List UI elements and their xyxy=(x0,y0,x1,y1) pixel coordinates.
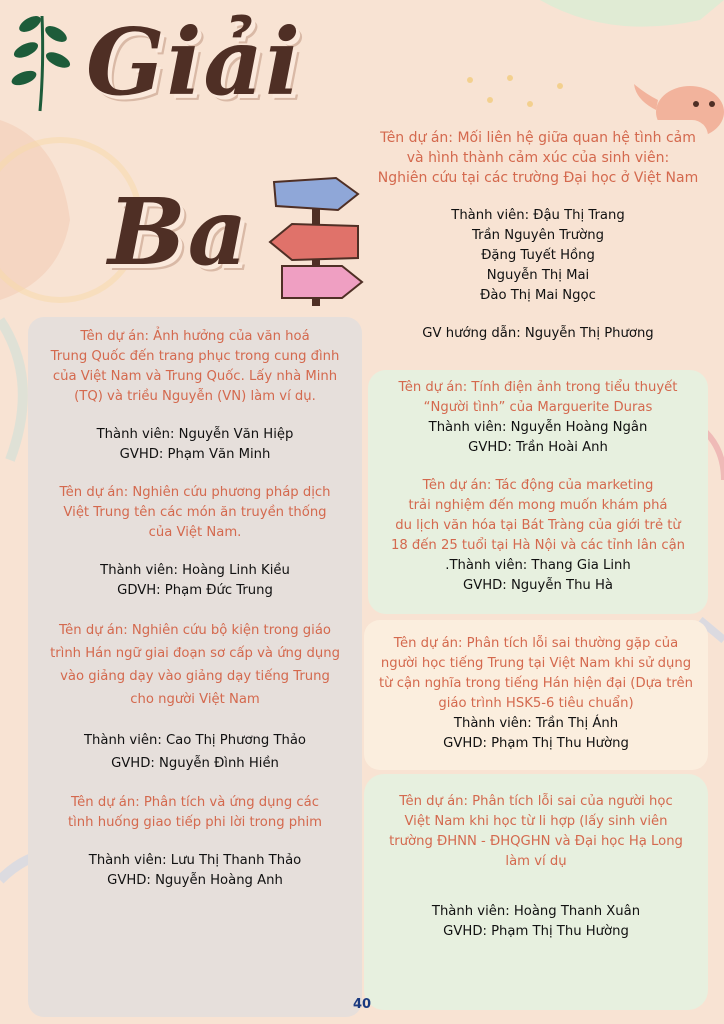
project-members: Thành viên: Đậu Thị Trang Trần Nguyên Trường Đặng Tuyết Hồng Nguyễn Thị Mai Đào Thị Mai Ngọc xyxy=(451,208,625,303)
project-title: Tên dự án: Phân tích lỗi sai của người học Việt Nam khi học từ li hợp (lấy sinh viên trường ĐHNN - ĐHQGHN và Đại học Hạ Long làm ví dụ xyxy=(389,794,683,869)
project-people: Thành viên: Nguyễn Hoàng Ngân GVHD: Trần Hoài Anh xyxy=(428,420,648,455)
project-title: Tên dự án: Tính điện ảnh trong tiểu thuyết “Người tình” của Marguerite Duras xyxy=(398,380,678,415)
project-people: Thành viên: Cao Thị Phương Thảo GVHD: Nguyễn Đình Hiền xyxy=(83,733,307,771)
right-project-panel-3 xyxy=(364,620,708,770)
project-people: Thành viên: Hoàng Thanh Xuân GVHD: Phạm Thị Thu Hường xyxy=(431,904,641,939)
project-people: .Thành viên: Thang Gia Linh GVHD: Nguyễn Thu Hà xyxy=(445,558,631,593)
right-project-panel-2 xyxy=(368,370,708,614)
project-entry xyxy=(38,483,352,601)
project-title: Tên dự án: Phân tích và ứng dụng các tình huống giao tiếp phi lời trong phim xyxy=(67,795,323,830)
project-people: Thành viên: Nguyễn Văn Hiệp GVHD: Phạm Văn Minh xyxy=(96,427,294,462)
right-project-panel-1 xyxy=(368,120,708,370)
project-title: Tên dự án: Ảnh hưởng của văn hoá Trung Quốc đến trang phục trong cung đình của Việt Nam và Trung Quốc. Lấy nhà Minh (TQ) và triều Nguyễn (VN) làm ví dụ. xyxy=(50,329,340,404)
project-title: Tên dự án: Mối liên hệ giữa quan hệ tình cảm và hình thành cảm xúc của sinh viên: Nghiên cứu tại các trường Đại học ở Việt Nam xyxy=(377,130,699,186)
page-number: 40 xyxy=(352,997,372,1012)
leaf-icon xyxy=(8,6,78,116)
project-people: Thành viên: Trần Thị Ánh GVHD: Phạm Thị Thu Hường xyxy=(443,716,629,751)
project-entry xyxy=(38,793,352,891)
signpost-icon xyxy=(262,170,372,310)
project-title: Tên dự án: Tác động của marketing trải nghiệm đến mong muốn khám phá du lịch văn hóa tại Bát Tràng của giới trẻ từ 18 đến 25 tuổi tại Hà Nội và các tỉnh lân cận xyxy=(390,478,686,553)
project-title: Tên dự án: Nghiên cứu bộ kiện trong giáo trình Hán ngữ giai đoạn sơ cấp và ứng dụng vào giảng dạy vào giảng dạy tiếng Trung cho người Việt Nam xyxy=(50,623,340,707)
project-people: Thành viên: Lưu Thị Thanh Thảo GVHD: Nguyễn Hoàng Anh xyxy=(88,853,302,888)
project-title: Tên dự án: Nghiên cứu phương pháp dịch Việt Trung tên các món ăn truyền thống của Việt Nam. xyxy=(59,485,331,540)
project-entry xyxy=(374,378,702,458)
project-people: Thành viên: Hoàng Linh Kiều GDVH: Phạm Đức Trung xyxy=(100,563,290,598)
right-project-panel-4 xyxy=(364,774,708,1010)
left-project-panel xyxy=(28,317,362,1017)
title-line-1: Giải xyxy=(86,8,303,116)
project-advisor: GV hướng dẫn: Nguyễn Thị Phương xyxy=(422,326,654,341)
project-entry xyxy=(374,476,702,596)
title-line-2: Ba xyxy=(108,178,250,286)
project-entry xyxy=(38,619,352,775)
project-entry xyxy=(38,327,352,465)
project-title: Tên dự án: Phân tích lỗi sai thường gặp của người học tiếng Trung tại Việt Nam khi sử dụng từ cận nghĩa trong tiếng Hán hiện đại (Dựa trên giáo trình HSK5-6 tiêu chuẩn) xyxy=(378,636,694,711)
